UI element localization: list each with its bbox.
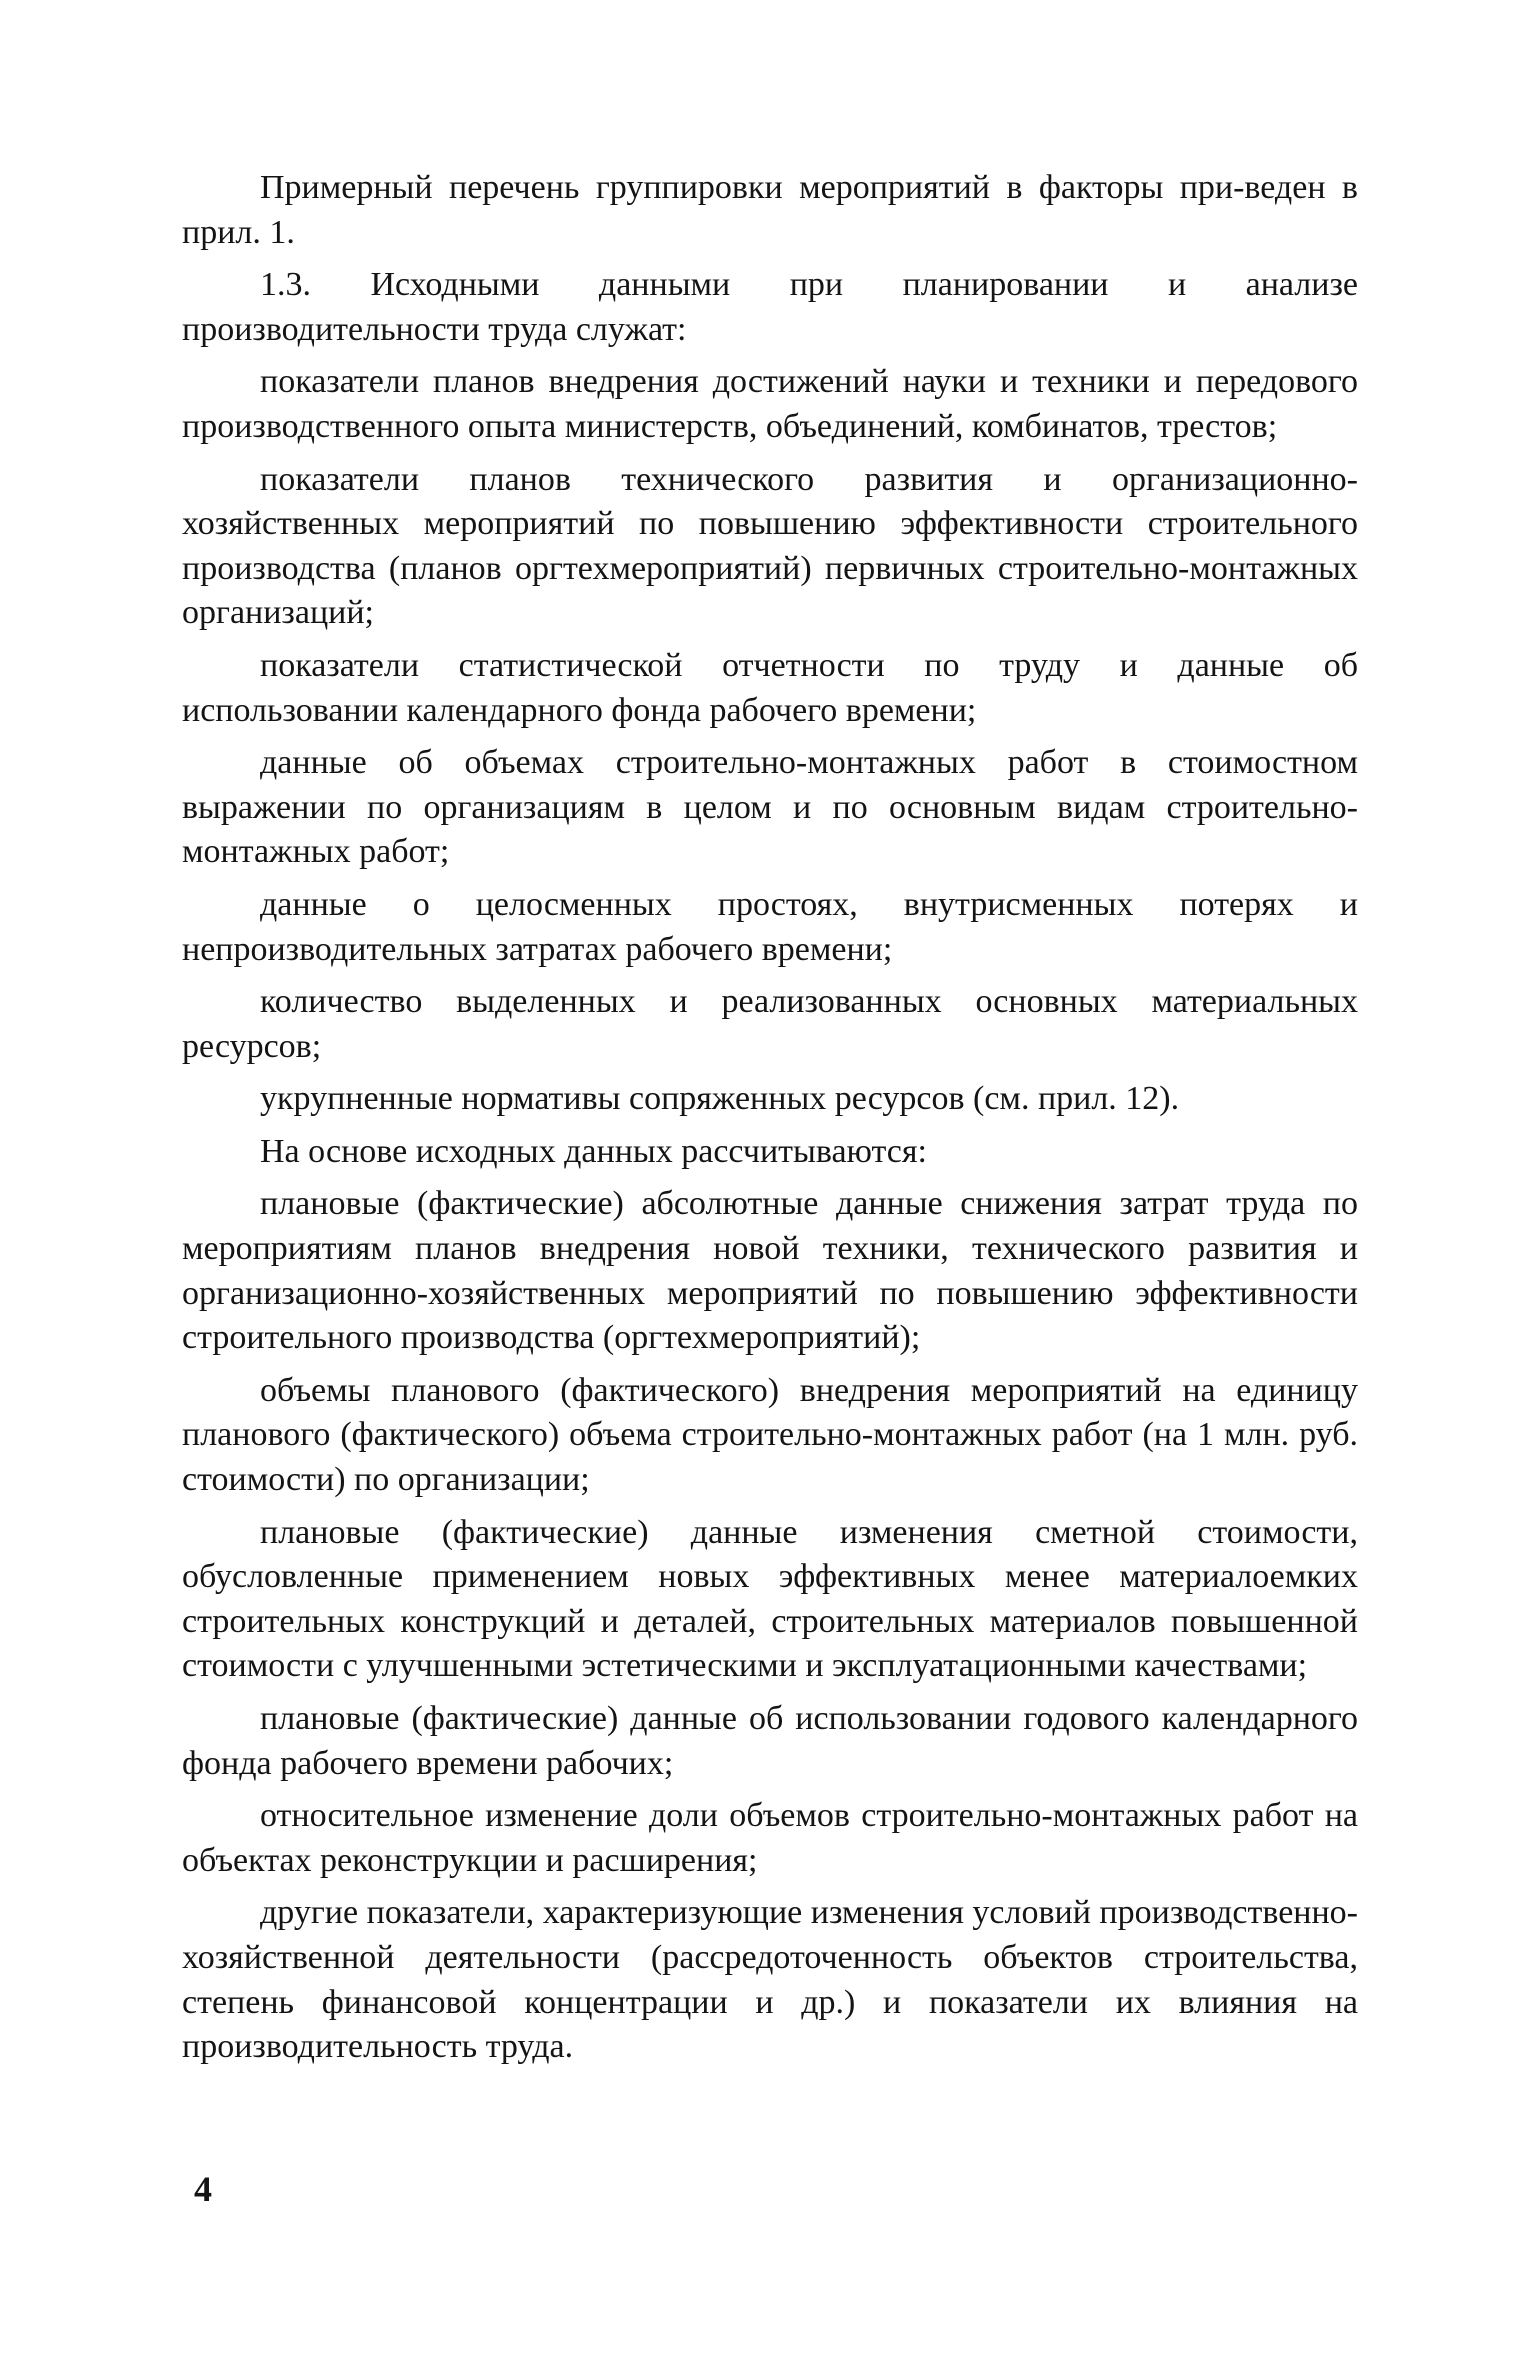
paragraph-6: данные об объемах строительно-монтажных работ в стоимостном выражении по организациям в целом и по основным видам строительно-монтажных работ;	[182, 744, 1358, 871]
paragraph-16: другие показатели, характеризующие изменения условий производственно-хозяйственной деятельности (рассредоточенность объектов строительства, степень финансовой концентрации и др.) и показатели их влияния на производительность труда.	[182, 1894, 1358, 2066]
paragraph-13: плановые (фактические) данные изменения сметной стоимости, обусловленные применением новых эффективных менее материалоемких строительных конструкций и деталей, строительных материалов повышенной стоимости с улучшенными эстетическими и эксплуатационными качествами;	[182, 1513, 1358, 1685]
paragraph-15: относительное изменение доли объемов строительно-монтажных работ на объектах реконструкции и расширения;	[182, 1797, 1358, 1879]
page-number: 4	[194, 2169, 212, 2209]
paragraph-1: Примерный перечень группировки мероприятий в факторы при-веден в прил. 1.	[182, 169, 1358, 251]
paragraph-10: На основе исходных данных рассчитываются:	[260, 1132, 927, 1170]
paragraph-7: данные о целосменных простоях, внутрисменных потерях и непроизводительных затратах рабочего времени;	[182, 885, 1358, 968]
paragraph-2: 1.3. Исходными данными при планировании и анализе производительности труда служат:	[182, 266, 1358, 348]
paragraph-11: плановые (фактические) абсолютные данные снижения затрат труда по мероприятиям планов внедрения новой техники, технического развития и организационно-хозяйственных мероприятий по повышению эффективности строительного производства (оргтехмероприятий);	[182, 1185, 1358, 1357]
body-text	[182, 166, 1358, 2078]
paragraph-3: показатели планов внедрения достижений науки и техники и передового производственного опыта министерств, объединений, комбинатов, трестов;	[182, 363, 1358, 445]
paragraph-4: показатели планов технического развития и организационно-хозяйственных мероприятий по повышению эффективности строительного производства (планов оргтехмероприятий) первичных строительно-монтажных организаций;	[182, 460, 1358, 632]
paragraph-5: показатели статистической отчетности по труду и данные об использовании календарного фонда рабочего времени;	[182, 646, 1358, 729]
paragraph-14: плановые (фактические) данные об использовании годового календарного фонда рабочего времени рабочих;	[182, 1700, 1358, 1782]
paragraph-8: количество выделенных и реализованных основных материальных ресурсов;	[182, 983, 1358, 1065]
paragraph-12: объемы планового (фактического) внедрения мероприятий на единицу планового (фактического) объема строительно-монтажных работ (на 1 млн. руб. стоимости) по организации;	[182, 1371, 1358, 1499]
paragraph-9: укрупненные нормативы сопряженных ресурсов (см. прил. 12).	[260, 1080, 1180, 1118]
